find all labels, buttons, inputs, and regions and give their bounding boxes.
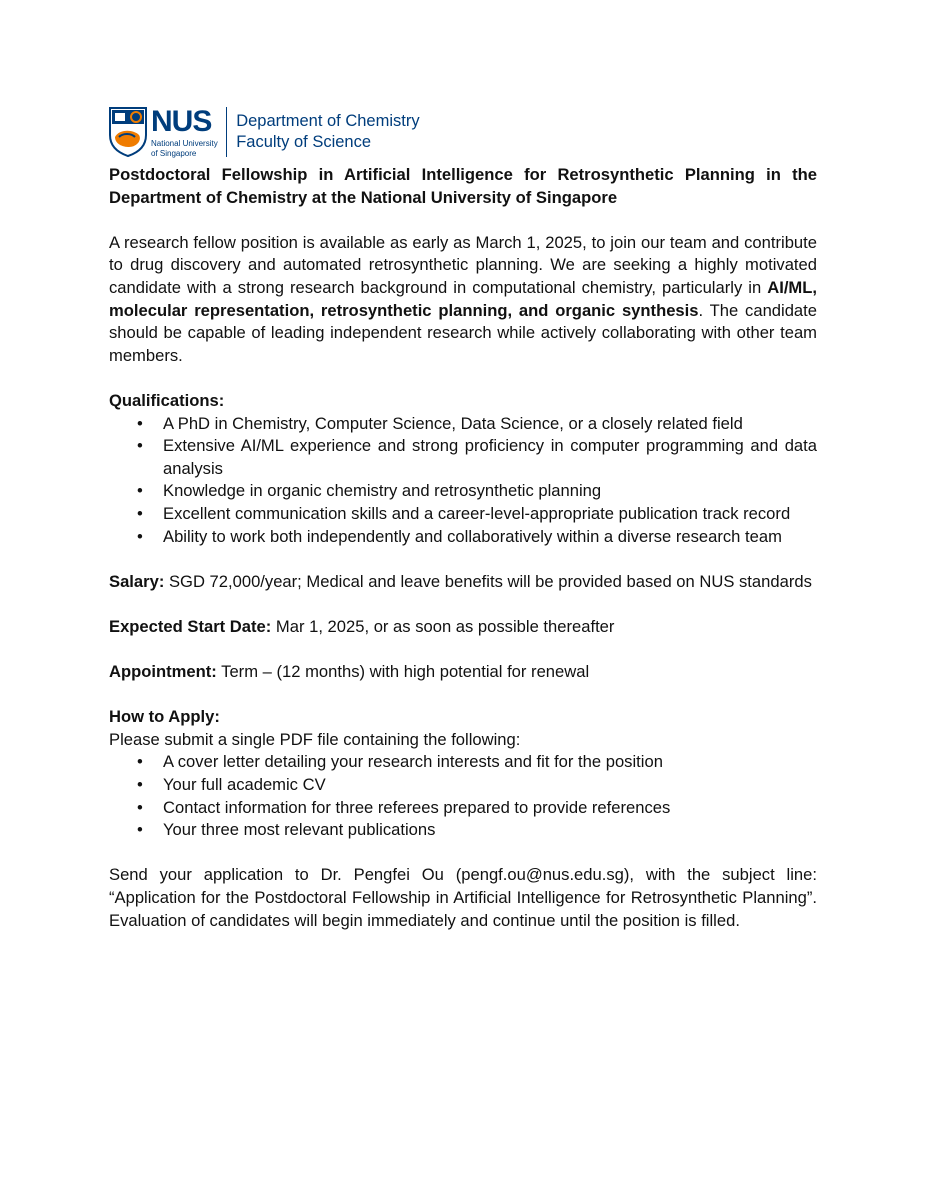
- nus-chemistry-logo: [109, 104, 420, 160]
- start-date-label: Expected Start Date:: [109, 616, 272, 636]
- faculty-name: Faculty of Science: [236, 133, 372, 151]
- list-item: • Your three most relevant publications: [109, 819, 817, 842]
- nus-crest-icon: [109, 107, 147, 157]
- apply-list: [109, 751, 817, 841]
- apply-intro: Please submit a single PDF file containing the following:: [109, 729, 521, 749]
- list-item: • Knowledge in organic chemistry and retrosynthetic planning: [109, 480, 817, 503]
- logo-subtext: National University: [151, 139, 218, 148]
- closing-paragraph: Send your application to Dr. Pengfei Ou (pengf.ou@nus.edu.sg), with the subject line: “Application for the Postdoctoral Fellowship in Artificial Intelligence for Retrosynthetic Planning”. Evaluation of candidates will begin immediately and continue until the position is filled.: [109, 865, 817, 930]
- department-name: Department of Chemistry: [236, 112, 420, 130]
- document-title: Postdoctoral Fellowship in Artificial Intelligence for Retrosynthetic Planning in the Department of Chemistry at the National University of Singapore: [109, 165, 817, 207]
- list-item: • Excellent communication skills and a career-level-appropriate publication track record: [109, 503, 817, 526]
- how-to-apply-heading: How to Apply:: [109, 707, 220, 727]
- salary-paragraph: [109, 571, 817, 594]
- list-item: • Your full academic CV: [109, 774, 817, 797]
- qualifications-list: [109, 413, 817, 549]
- intro-text: . The candidate should be capable of leading independent research while actively collaborating with other team members.: [109, 300, 818, 365]
- logo-subtext: of Singapore: [151, 149, 197, 158]
- salary-label: Salary:: [109, 571, 165, 591]
- appointment-label: Appointment:: [109, 662, 217, 682]
- list-item: • Extensive AI/ML experience and strong proficiency in computer programming and data analysis: [109, 435, 817, 480]
- start-date-text: Mar 1, 2025, or as soon as possible thereafter: [271, 616, 615, 636]
- intro-bold: AI/ML, molecular representation, retrosynthetic planning, and organic synthesis: [109, 277, 817, 320]
- intro-text: A research fellow position is available as early as March 1, 2025, to join our team and contribute to drug discovery and automated retrosynthetic planning. We are seeking a highly motivated candidate with a strong research background in computational chemistry, particularly in: [109, 232, 817, 297]
- appointment-paragraph: [109, 661, 817, 684]
- list-item: • A PhD in Chemistry, Computer Science, Data Science, or a closely related field: [109, 413, 817, 436]
- start-date-paragraph: [109, 616, 817, 639]
- list-item: • Contact information for three referees prepared to provide references: [109, 797, 817, 820]
- appointment-text: Term – (12 months) with high potential for renewal: [216, 662, 590, 682]
- qualifications-heading: Qualifications:: [109, 390, 225, 410]
- list-item: • Ability to work both independently and collaboratively within a diverse research team: [109, 526, 817, 549]
- logo-nus-text: NUS: [151, 105, 212, 138]
- list-item: • A cover letter detailing your research interests and fit for the position: [109, 751, 817, 774]
- document-body: [109, 164, 817, 932]
- intro-paragraph: [109, 232, 817, 368]
- logo-divider: [226, 107, 228, 157]
- salary-text: SGD 72,000/year; Medical and leave benefits will be provided based on NUS standards: [164, 571, 812, 591]
